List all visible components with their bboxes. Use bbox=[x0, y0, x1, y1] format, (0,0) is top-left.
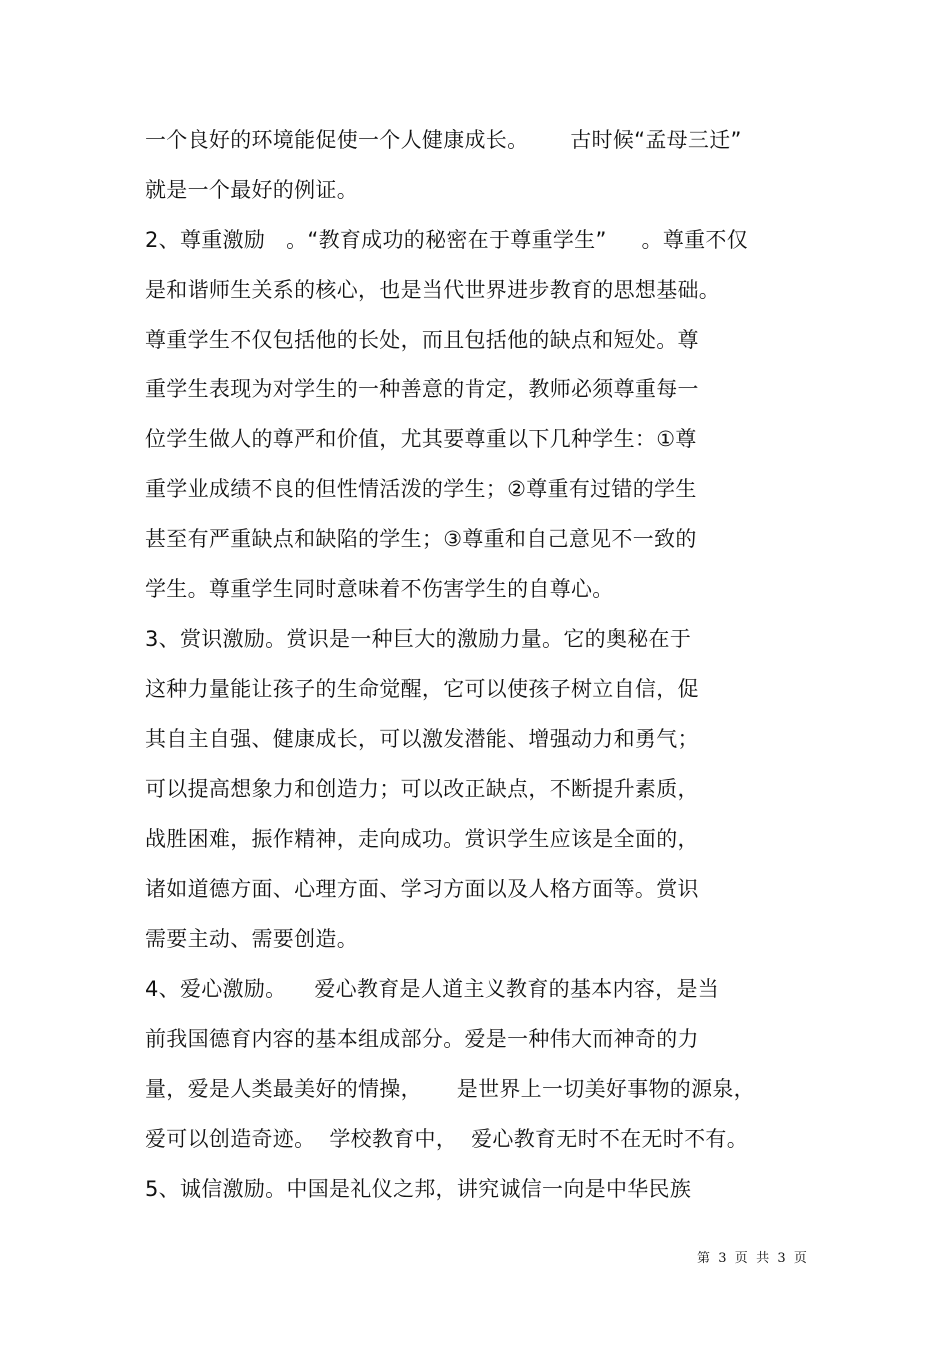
text-line: 战胜困难，振作精神，走向成功。赏识学生应该是全面的， bbox=[145, 827, 699, 851]
text-line: 就是一个最好的例证。 bbox=[145, 178, 358, 202]
text-line: 这种力量能让孩子的生命觉醒，它可以使孩子树立自信，促 bbox=[145, 677, 699, 701]
text-line: 重学生表现为对学生的一种善意的肯定，教师必须尊重每一 bbox=[145, 377, 699, 401]
text-line: 诸如道德方面、心理方面、学习方面以及人格方面等。赏识 bbox=[145, 877, 699, 901]
text-line: 量，爱是人类最美好的情操， 是世界上一切美好事物的源泉， bbox=[145, 1077, 755, 1101]
page-number: 第 3 页 共 3 页 bbox=[697, 1251, 807, 1266]
text-line: 3、赏识激励。赏识是一种巨大的激励力量。它的奥秘在于 bbox=[145, 627, 692, 651]
text-line: 是和谐师生关系的核心，也是当代世界进步教育的思想基础。 bbox=[145, 278, 721, 302]
text-line: 4、爱心激励。 爱心教育是人道主义教育的基本内容，是当 bbox=[145, 977, 720, 1001]
text-line: 重学业成绩不良的但性情活泼的学生；②尊重有过错的学生 bbox=[145, 477, 697, 501]
text-line: 学生。尊重学生同时意味着不伤害学生的自尊心。 bbox=[145, 577, 614, 601]
text-line: 其自主自强、健康成长，可以激发潜能、增强动力和勇气； bbox=[145, 727, 699, 751]
text-line: 需要主动、需要创造。 bbox=[145, 927, 358, 951]
text-line: 位学生做人的尊严和价值，尤其要尊重以下几种学生：①尊 bbox=[145, 427, 697, 451]
text-line: 2、尊重激励 。“教育成功的秘密在于尊重学生” 。尊重不仅 bbox=[145, 228, 749, 252]
text-line: 爱可以创造奇迹。 学校教育中， 爱心教育无时不在无时不有。 bbox=[145, 1127, 748, 1151]
text-line: 一个良好的环境能促使一个人健康成长。 古时候“孟母三迁” bbox=[145, 128, 742, 152]
text-line: 前我国德育内容的基本组成部分。爱是一种伟大而神奇的力 bbox=[145, 1027, 699, 1051]
text-line: 尊重学生不仅包括他的长处，而且包括他的缺点和短处。尊 bbox=[145, 328, 699, 352]
text-line: 可以提高想象力和创造力；可以改正缺点，不断提升素质， bbox=[145, 777, 699, 801]
text-line: 5、诚信激励。中国是礼仪之邦，讲究诚信一向是中华民族 bbox=[145, 1177, 692, 1201]
text-line: 甚至有严重缺点和缺陷的学生；③尊重和自己意见不一致的 bbox=[145, 527, 697, 551]
